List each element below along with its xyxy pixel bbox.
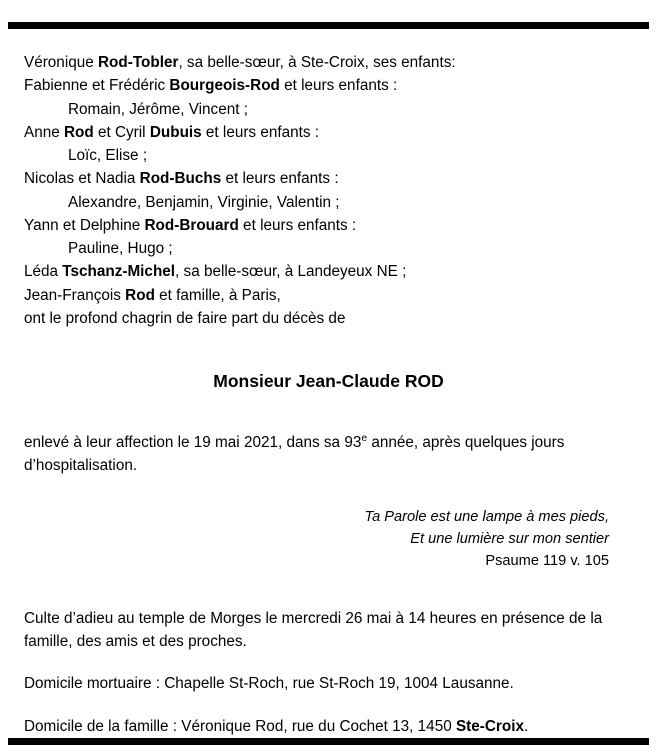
scripture-verse (24, 507, 633, 573)
emphasized-name: Bourgeois-Rod (169, 77, 280, 95)
top-divider-rule (8, 22, 649, 29)
verse-line-1: Ta Parole est une lampe à mes pieds, (364, 509, 609, 526)
text-run: et leurs enfants : (221, 170, 339, 188)
family-line (24, 98, 633, 121)
family-line (24, 74, 633, 97)
text-run: Fabienne et Frédéric (24, 77, 170, 95)
death-details-paragraph (24, 431, 624, 478)
verse-reference: Psaume 119 v. 105 (485, 552, 609, 569)
detail-paragraph (24, 715, 624, 738)
text-run: année, après quelques jours d’hospitalisation. (24, 433, 565, 474)
service-details (24, 607, 633, 738)
detail-paragraph (24, 607, 624, 654)
text-run: et leurs enfants : (279, 77, 398, 95)
text-run: . (523, 717, 529, 735)
family-line (24, 51, 633, 74)
text-run: Domicile mortuaire : Chapelle St-Roch, rue St-Roch 19, 1004 Lausanne. (24, 675, 514, 693)
emphasized-name: Rod (125, 286, 155, 304)
text-run: Anne (24, 123, 64, 141)
bottom-divider-rule (8, 738, 649, 745)
family-line (24, 214, 633, 237)
text-run: Yann et Delphine (24, 216, 145, 234)
text-run: ont le profond chagrin de faire part du décès de (24, 309, 346, 327)
deceased-name: Monsieur Jean-Claude ROD (213, 371, 444, 391)
family-line (24, 284, 633, 307)
text-run: Domicile de la famille : Véronique Rod, rue du Cochet 13, 1450 (24, 717, 456, 735)
text-run: Alexandre, Benjamin, Virginie, Valentin ; (68, 193, 340, 211)
emphasized-name: Dubuis (149, 123, 202, 141)
family-line (24, 167, 633, 190)
text-run: et leurs enfants : (238, 216, 357, 234)
text-run: Nicolas et Nadia (24, 170, 140, 188)
emphasized-name: Rod (63, 123, 94, 141)
text-run: enlevé à leur affection le 19 mai 2021, dans sa 93 (24, 433, 362, 451)
family-line (24, 121, 633, 144)
text-run: Léda (24, 263, 63, 281)
text-run: Loïc, Elise ; (68, 147, 148, 164)
emphasized-name: Rod-Buchs (139, 170, 222, 188)
text-run: , sa belle-sœur, à Landeyeux NE ; (175, 263, 407, 281)
text-run: , sa belle-sœur, à Ste-Croix, ses enfants: (178, 54, 456, 71)
detail-paragraph (24, 672, 624, 695)
ordinal-superscript: e (361, 432, 368, 444)
text-run: et Cyril (93, 123, 150, 141)
text-run: Véronique (24, 54, 98, 71)
family-line (24, 144, 633, 167)
emphasized-name: Rod-Brouard (144, 216, 239, 234)
family-line (24, 237, 633, 260)
notice-content (0, 29, 657, 738)
family-line (24, 307, 633, 330)
text-run: Romain, Jérôme, Vincent ; (68, 100, 248, 118)
emphasized-name: Ste-Croix (455, 717, 524, 735)
emphasized-name: Tschanz-Michel (62, 263, 176, 281)
text-run: et leurs enfants : (201, 123, 320, 141)
family-line (24, 260, 633, 283)
emphasized-name: Rod-Tobler (98, 54, 179, 71)
text-run: et famille, à Paris, (154, 286, 281, 304)
verse-line-2: Et une lumière sur mon sentier (410, 530, 609, 547)
family-line (24, 191, 633, 214)
family-list (24, 51, 633, 330)
text-run: Culte d’adieu au temple de Morges le mercredi 26 mai à 14 heures en présence de la famille, des amis et des proches. (24, 609, 603, 651)
text-run: Pauline, Hugo ; (68, 240, 173, 257)
text-run: Jean-François (24, 286, 126, 304)
